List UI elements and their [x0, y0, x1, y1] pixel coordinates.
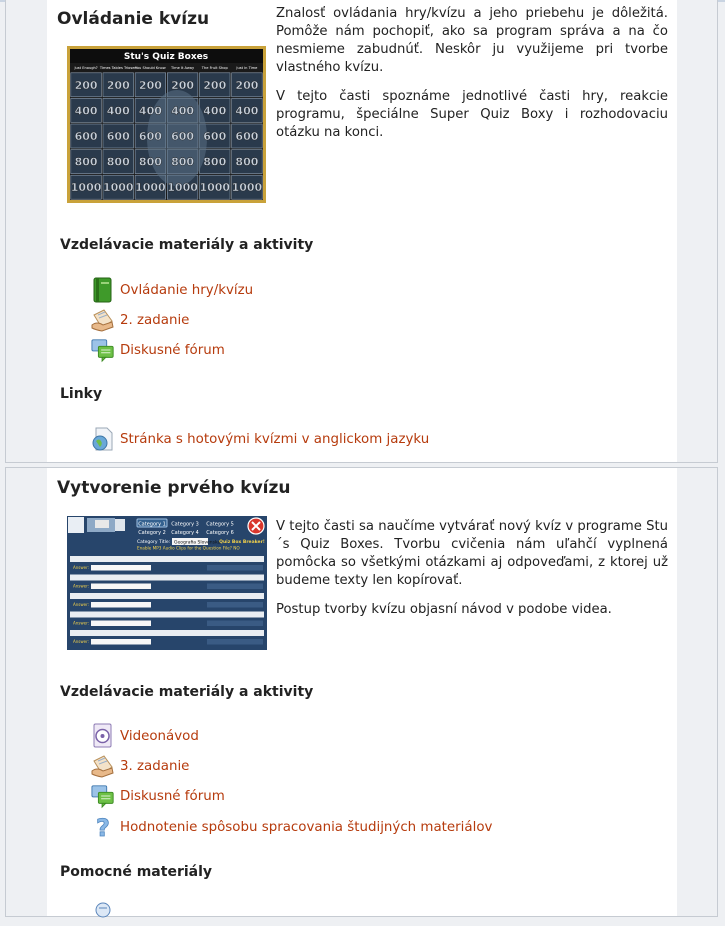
quiz-board-image	[67, 46, 266, 203]
quiz-value-label: 800	[171, 155, 195, 169]
forum-icon	[91, 337, 115, 363]
activity-forum[interactable]	[91, 783, 225, 809]
activity-videonavod[interactable]	[91, 723, 199, 749]
quiz-value-label: 200	[171, 78, 195, 92]
quiz-category-label: Just in Time	[236, 66, 258, 70]
svg-text:Category 4: Category 4	[171, 530, 199, 536]
answer-label: Answer:	[73, 639, 90, 644]
activity-ovladanie[interactable]	[91, 277, 253, 303]
quiz-value-label: 1000	[70, 181, 102, 195]
quiz-category-label: The Fruit Shop	[201, 66, 228, 70]
media-field	[207, 565, 263, 571]
summary-paragraph: V tejto časti sa naučíme vytvárať nový kvíz v programe Stu´s Quiz Boxes. Tvorbu cvičenia nám uľahčí vyplnená pomôcka so všetkými otázkami aj odpoveďami, z ktorej už budeme texty len kopírovať.	[276, 519, 668, 588]
section-title: Ovládanie kvízu	[57, 9, 210, 29]
quiz-value-label: 800	[138, 155, 162, 169]
svg-text:Category 6: Category 6	[206, 530, 234, 536]
activity-label[interactable]: 2. zadanie	[120, 312, 190, 328]
svg-text:Category Title:: Category Title:	[137, 540, 171, 545]
answer-label: Answer:	[73, 620, 90, 626]
quiz-value-label: 400	[74, 104, 98, 118]
activity-forum[interactable]	[91, 337, 225, 363]
answer-field	[91, 565, 151, 571]
svg-text:Category 2: Category 2	[138, 530, 166, 536]
quiz-value-label: 600	[171, 130, 195, 143]
link-label[interactable]: Stránka s hotovými kvízmi v anglickom jazyku	[120, 431, 430, 447]
forum-icon	[91, 783, 115, 809]
question-field	[70, 556, 264, 562]
quiz-value-label: 600	[106, 130, 130, 143]
activity-label[interactable]: Hodnotenie spôsobu spracovania študijných materiálov	[120, 819, 493, 835]
section-content	[47, 0, 677, 462]
activities-heading: Vzdelávacie materiály a aktivity	[60, 237, 314, 253]
quiz-value-label: 1000	[102, 181, 134, 195]
links-heading: Linky	[60, 386, 103, 402]
media-field	[207, 584, 263, 590]
answer-field	[91, 639, 151, 645]
quiz-category-label: Times Tables Triosee	[99, 66, 137, 70]
helpers-heading: Pomocné materiály	[60, 864, 213, 880]
quiz-category-label: Just Enough?	[74, 66, 98, 70]
quiz-value-label: 1000	[231, 181, 263, 195]
quiz-value-label: 1000	[199, 181, 231, 195]
svg-text:Geografia Slovenska: Geografia Slovenska	[174, 540, 221, 546]
quiz-value-label: 200	[138, 78, 162, 92]
answer-label: Answer:	[73, 565, 90, 570]
activities-heading: Vzdelávacie materiály a aktivity	[60, 684, 314, 700]
answer-field	[91, 621, 151, 627]
section-title: Vytvorenie prvého kvízu	[57, 478, 291, 498]
quiz-value-label: 600	[138, 130, 162, 143]
course-section-2	[5, 467, 718, 917]
activity-label[interactable]: Diskusné fórum	[120, 788, 225, 804]
quiz-value-label: 800	[106, 155, 130, 169]
activity-label[interactable]: 3. zadanie	[120, 758, 190, 774]
quiz-category-label: You Should Know	[135, 66, 166, 70]
question-field	[70, 630, 264, 636]
section-summary	[276, 5, 668, 153]
quiz-value-label: 600	[203, 130, 227, 143]
answer-field	[91, 602, 151, 608]
summary-paragraph: Znalosť ovládania hry/kvízu a jeho priebehu je dôležitá. Pomôže nám pochopiť, ako sa program správa a na čo nesmieme zabudnúť. Neskôr ju využijeme pri tvorbe vlastného kvízu.	[276, 6, 668, 75]
quiz-value-label: 200	[235, 78, 259, 92]
link-hotove-kvizy[interactable]	[91, 426, 429, 452]
globe-link-icon	[91, 426, 115, 452]
svg-text:?: ?	[96, 814, 110, 840]
svg-text:Quiz Box Breaker!: Quiz Box Breaker!	[219, 540, 265, 545]
quiz-value-label: 400	[235, 104, 259, 118]
quiz-value-label: 400	[171, 104, 195, 118]
media-field	[207, 639, 263, 645]
quiz-editor-image	[67, 516, 267, 650]
svg-text:Category 1: Category 1	[138, 521, 166, 528]
quiz-category-label: Time It Away	[171, 66, 195, 70]
question-field	[70, 575, 264, 581]
activity-label[interactable]: Videonávod	[120, 728, 199, 744]
quiz-value-label: 800	[235, 155, 259, 169]
assignment-icon	[91, 753, 115, 779]
section-content	[47, 468, 677, 916]
quiz-value-label: 800	[74, 155, 98, 169]
activity-hodnotenie[interactable]	[91, 814, 492, 840]
quiz-value-label: 1000	[167, 181, 198, 195]
svg-text:Enable MP3 Audio Clips for the: Enable MP3 Audio Clips for the Question File? NO	[137, 545, 240, 551]
answer-label: Answer:	[73, 583, 90, 589]
quiz-value-label: 600	[235, 130, 259, 143]
activity-partial[interactable]	[91, 900, 120, 926]
summary-paragraph: V tejto časti spoznáme jednotlivé časti hry, reakcie programu, špeciálne Super Quiz Boxy i rozhodovaciu otázku na konci.	[276, 89, 668, 140]
question-field	[70, 593, 264, 599]
video-icon	[91, 723, 115, 749]
quiz-board-title: Stu's Quiz Boxes	[123, 52, 209, 62]
document-icon	[91, 900, 115, 926]
question-icon	[91, 814, 115, 840]
quiz-value-label: 200	[203, 78, 227, 92]
svg-text:Category 3: Category 3	[171, 521, 199, 528]
question-field	[70, 612, 264, 618]
quiz-value-label: 600	[74, 130, 98, 143]
quiz-value-label: 400	[106, 104, 130, 118]
quiz-value-label: 400	[138, 104, 162, 118]
quiz-value-label: 1000	[135, 181, 166, 195]
activity-label[interactable]: Diskusné fórum	[120, 342, 225, 358]
course-section-1	[5, 0, 718, 463]
activity-zadanie-2[interactable]	[91, 307, 189, 333]
answer-field	[91, 584, 151, 590]
quiz-value-label: 200	[74, 78, 98, 92]
media-field	[207, 602, 263, 608]
quiz-value-label: 400	[203, 104, 227, 118]
quiz-value-label: 800	[203, 155, 227, 169]
quiz-value-label: 200	[106, 78, 130, 92]
section-summary	[276, 518, 668, 630]
answer-label: Answer:	[73, 602, 90, 607]
activity-zadanie-3[interactable]	[91, 753, 189, 779]
media-field	[207, 621, 263, 627]
activity-label[interactable]: Ovládanie hry/kvízu	[120, 282, 254, 298]
svg-text:Category 5: Category 5	[206, 521, 234, 528]
summary-paragraph: Postup tvorby kvízu objasní návod v podobe videa.	[276, 602, 612, 617]
assignment-icon	[91, 307, 115, 333]
book-icon	[91, 277, 115, 303]
